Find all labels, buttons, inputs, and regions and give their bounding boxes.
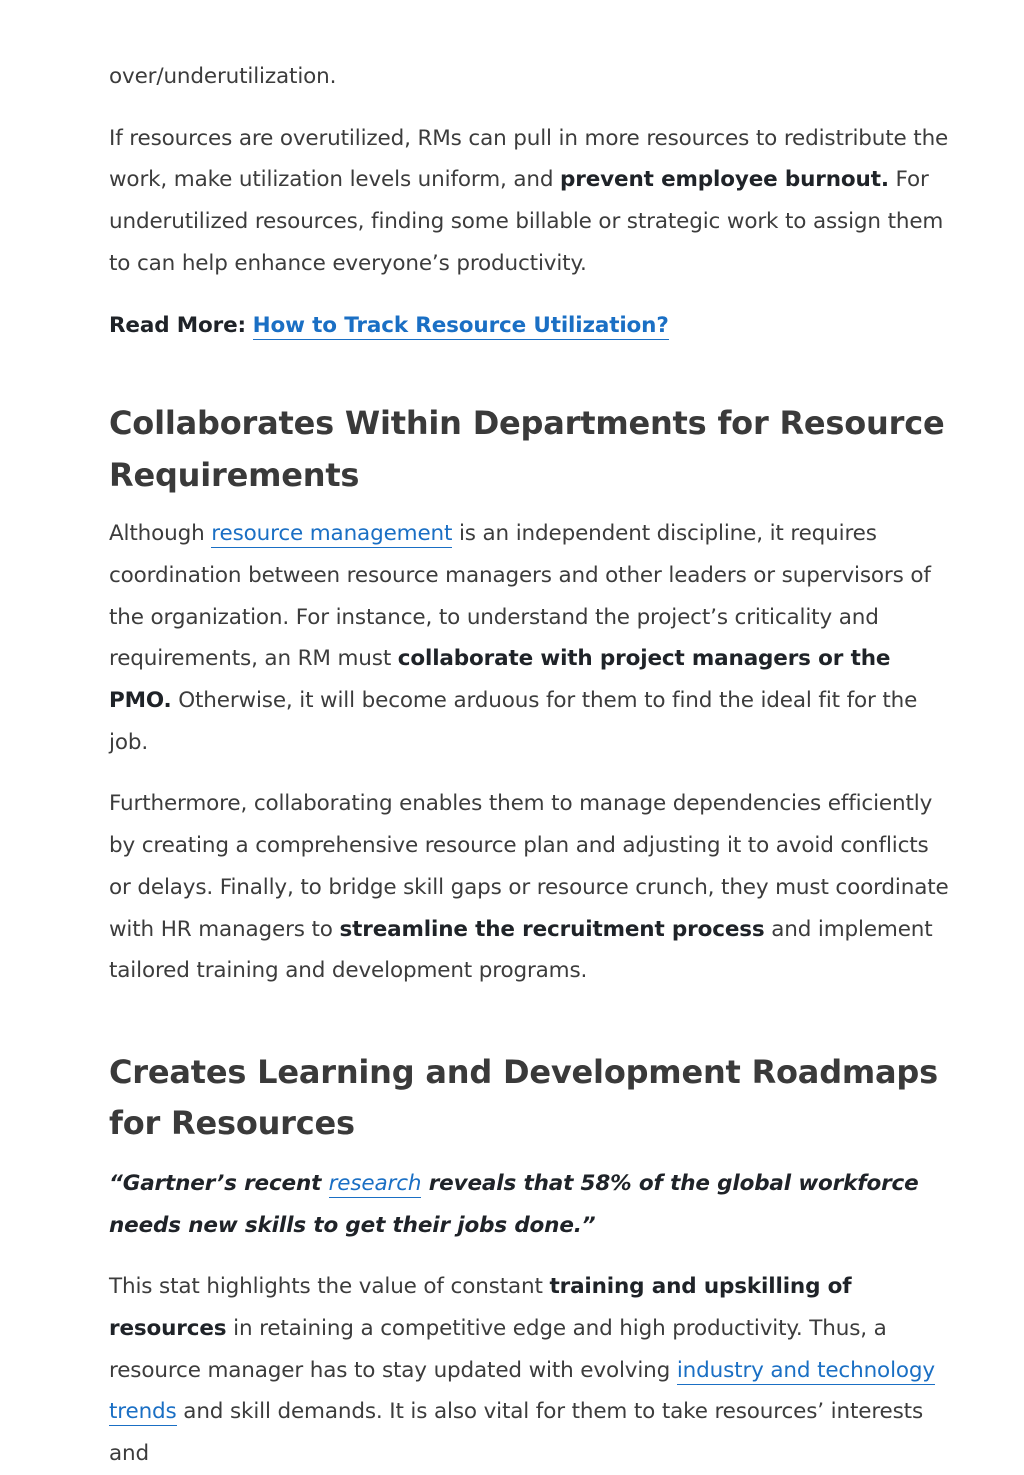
gartner-quote bbox=[109, 1163, 954, 1246]
section-heading-learning: Creates Learning and Development Roadmaps for Resources bbox=[109, 1052, 938, 1143]
resource-management-link[interactable]: resource management bbox=[211, 521, 453, 547]
collab-p1-text-2: is an independent discipline, it requires coordination between resource managers and other leaders or supervisors of the organization. For instance, to understand the project’s criticality and requirements, an RM must bbox=[109, 521, 931, 672]
article-body bbox=[109, 56, 954, 1475]
collaborates-paragraph-2 bbox=[109, 783, 954, 992]
section-heading-collaborates: Collaborates Within Departments for Resource Requirements bbox=[109, 404, 945, 494]
utilization-text-2: For underutilized resources, finding some billable or strategic work to assign them to can help enhance everyone’s productivity. bbox=[109, 167, 944, 276]
read-more-label: Read More: bbox=[109, 312, 246, 338]
collab-p2-emphasis: streamline the recruitment process bbox=[339, 916, 765, 942]
utilization-paragraph bbox=[109, 118, 954, 285]
collab-p1-text-1: Although bbox=[109, 521, 212, 547]
utilization-text-1: If resources are overutilized, RMs can pull in more resources to redistribute the work, make utilization levels uniform, and bbox=[109, 125, 949, 193]
learning-text-1: This stat highlights the value of constant bbox=[109, 1274, 550, 1300]
learning-emphasis: training and upskilling of resources bbox=[109, 1274, 852, 1342]
learning-text-3: and skill demands. It is also vital for them to take resources’ interests and bbox=[109, 1399, 924, 1467]
quote-text-2: reveals that 58% of the global workforce needs new skills to get their jobs done.” bbox=[109, 1170, 919, 1238]
collab-p1-text-3: Otherwise, it will become arduous for them to find the ideal fit for the job. bbox=[109, 688, 918, 755]
collab-p1-emphasis: collaborate with project managers or the PMO. bbox=[109, 646, 891, 714]
learning-text-2: in retaining a competitive edge and high productivity. Thus, a resource manager has to stay updated with evolving bbox=[109, 1316, 887, 1383]
utilization-emphasis: prevent employee burnout. bbox=[560, 167, 889, 193]
research-link[interactable]: research bbox=[328, 1170, 422, 1196]
collab-p2-text-1: Furthermore, collaborating enables them to manage dependencies efficiently by creating a comprehensive resource plan and adjusting it to avoid conflicts or delays. Finally, to bridge skill gaps or resource crunch, they must coordinate with HR managers to bbox=[109, 791, 949, 942]
read-more bbox=[109, 305, 954, 347]
collab-p2-text-2: and implement tailored training and development programs. bbox=[109, 916, 933, 984]
collaborates-paragraph-1 bbox=[109, 513, 954, 763]
quote-text-1: “Gartner’s recent bbox=[109, 1170, 329, 1196]
learning-paragraph-1 bbox=[109, 1266, 954, 1475]
intro-paragraph-tail: over/underutilization. bbox=[109, 64, 337, 89]
industry-trends-link[interactable]: industry and technology trends bbox=[109, 1357, 935, 1425]
read-more-link[interactable]: How to Track Resource Utilization? bbox=[252, 312, 669, 338]
